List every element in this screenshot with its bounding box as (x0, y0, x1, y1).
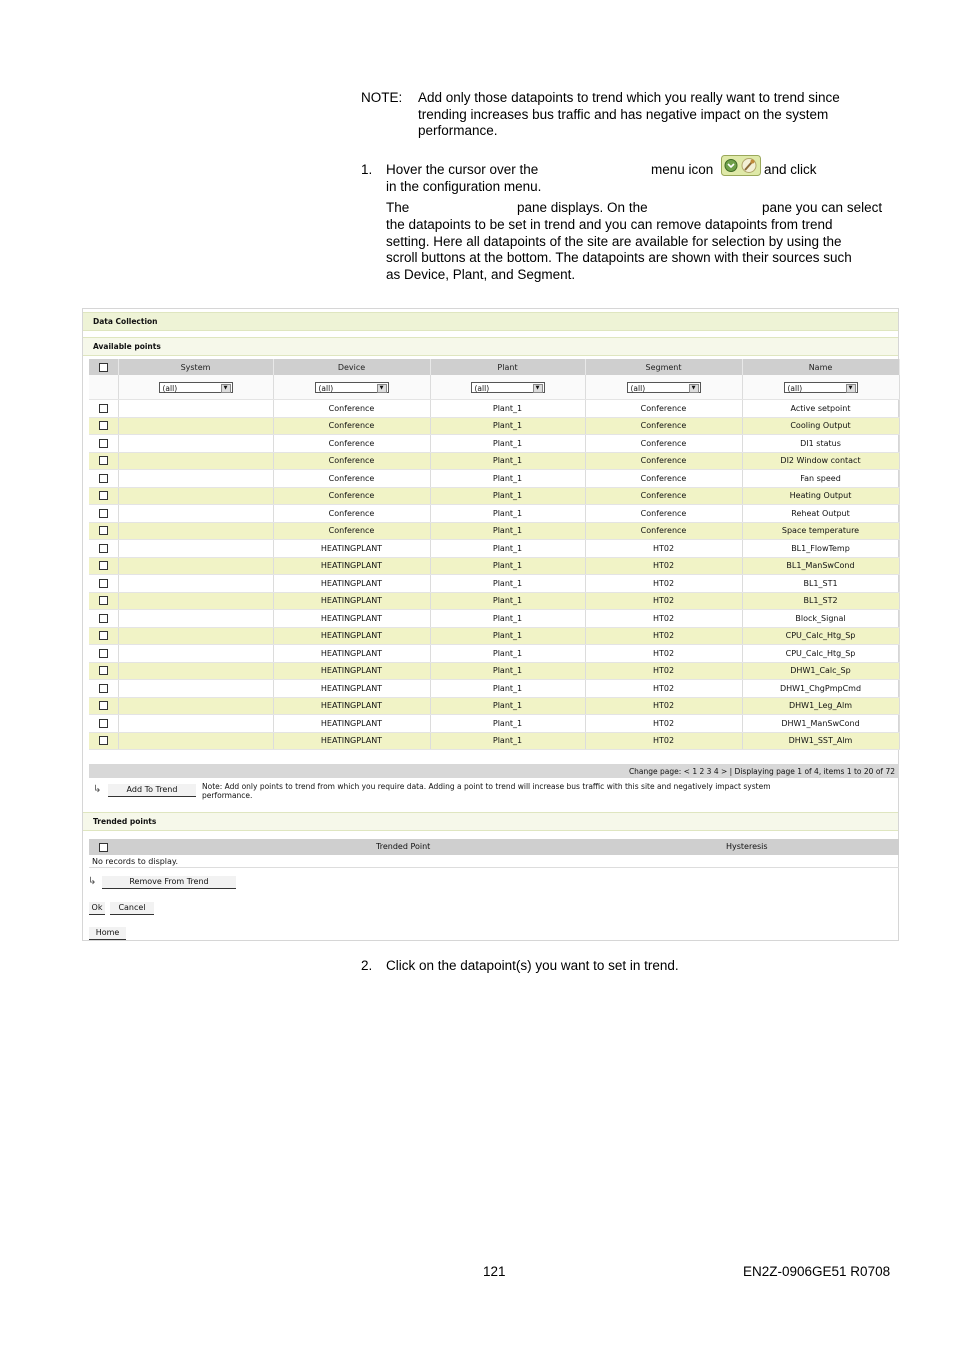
table-row[interactable] (89, 417, 899, 435)
trended-point-column[interactable]: Trended Point (376, 842, 431, 851)
note-line: performance. (418, 123, 498, 138)
step1-text-d: in the configuration menu. (386, 179, 542, 194)
cell-device: Conference (273, 470, 430, 488)
column-header-name[interactable]: Name (742, 359, 899, 375)
cell-segment: HT02 (585, 540, 742, 558)
cell-name: DHW1_SST_Alm (742, 732, 899, 750)
cell-segment: HT02 (585, 697, 742, 715)
cell-device: Conference (273, 417, 430, 435)
table-row[interactable] (89, 452, 899, 470)
row-checkbox[interactable] (89, 557, 118, 575)
trended-table-header (89, 839, 899, 855)
note-text (418, 90, 888, 140)
cell-plant: Plant_1 (430, 505, 585, 523)
table-row[interactable] (89, 400, 899, 418)
row-checkbox[interactable] (89, 452, 118, 470)
cell-segment: HT02 (585, 732, 742, 750)
cell-plant: Plant_1 (430, 627, 585, 645)
table-row[interactable] (89, 557, 899, 575)
step2-text: Click on the datapoint(s) you want to set in trend. (386, 958, 679, 973)
dropdown-arrow-icon: ▼ (846, 384, 856, 393)
step1-number: 1. (361, 162, 373, 177)
row-checkbox[interactable] (89, 715, 118, 733)
cell-name: DHW1_Leg_Alm (742, 697, 899, 715)
cell-device: HEATINGPLANT (273, 627, 430, 645)
cell-system (118, 645, 273, 663)
cell-segment: HT02 (585, 627, 742, 645)
step1-pane: pane displays. On the (517, 200, 648, 215)
table-row[interactable] (89, 610, 899, 628)
para-line: as Device, Plant, and Segment. (386, 266, 576, 282)
cell-plant: Plant_1 (430, 522, 585, 540)
ok-button[interactable]: Ok (89, 902, 105, 915)
cell-system (118, 610, 273, 628)
cell-name: Block_Signal (742, 610, 899, 628)
cell-segment: HT02 (585, 592, 742, 610)
cell-plant: Plant_1 (430, 610, 585, 628)
table-row[interactable] (89, 645, 899, 663)
trended-select-all-checkbox[interactable] (99, 843, 108, 852)
data-collection-screenshot (82, 308, 899, 941)
cell-plant: Plant_1 (430, 540, 585, 558)
trended-points-title: Trended points (93, 817, 157, 826)
step1-text-b: menu icon (651, 162, 714, 177)
cell-segment: Conference (585, 400, 742, 418)
cell-plant: Plant_1 (430, 470, 585, 488)
row-checkbox[interactable] (89, 732, 118, 750)
cell-device: HEATINGPLANT (273, 662, 430, 680)
cell-plant: Plant_1 (430, 452, 585, 470)
config-menu-icon (721, 155, 761, 176)
row-checkbox[interactable] (89, 540, 118, 558)
row-checkbox[interactable] (89, 592, 118, 610)
dropdown-arrow-icon: ▼ (221, 384, 231, 393)
cell-system (118, 522, 273, 540)
filter-name[interactable]: (all) ▼ (742, 375, 899, 400)
cell-system (118, 505, 273, 523)
cell-segment: HT02 (585, 680, 742, 698)
add-trend-note (202, 782, 892, 800)
cell-segment: Conference (585, 417, 742, 435)
cell-device: Conference (273, 452, 430, 470)
step1-text-c: and click (764, 162, 817, 177)
cell-system (118, 592, 273, 610)
cell-device: Conference (273, 435, 430, 453)
filter-spacer (89, 375, 118, 400)
para-line: scroll buttons at the bottom. The datapoints are shown with their sources such (386, 250, 852, 265)
cell-segment: Conference (585, 487, 742, 505)
cell-device: HEATINGPLANT (273, 645, 430, 663)
cell-plant: Plant_1 (430, 557, 585, 575)
table-row[interactable] (89, 592, 899, 610)
step1-the: The (386, 200, 410, 215)
cell-plant: Plant_1 (430, 697, 585, 715)
row-checkbox[interactable] (89, 610, 118, 628)
trended-points-header (83, 812, 898, 831)
table-row[interactable] (89, 487, 899, 505)
cell-system (118, 697, 273, 715)
cell-segment: HT02 (585, 575, 742, 593)
cell-name: Reheat Output (742, 505, 899, 523)
cell-device: HEATINGPLANT (273, 680, 430, 698)
table-row[interactable] (89, 627, 899, 645)
cell-device: HEATINGPLANT (273, 732, 430, 750)
cell-device: HEATINGPLANT (273, 592, 430, 610)
cell-system (118, 680, 273, 698)
row-arrow-icon: ↳ (93, 784, 102, 795)
cell-name: Fan speed (742, 470, 899, 488)
row-checkbox[interactable] (89, 645, 118, 663)
row-checkbox[interactable] (89, 680, 118, 698)
cell-name: DHW1_ChgPmpCmd (742, 680, 899, 698)
step1-pane2: pane you can select (762, 200, 883, 215)
hysteresis-column[interactable]: Hysteresis (726, 842, 768, 851)
para-line: the datapoints to be set in trend and you can remove datapoints from trend (386, 217, 833, 232)
cell-system (118, 400, 273, 418)
column-header-system[interactable]: System (118, 359, 273, 375)
table-row[interactable] (89, 435, 899, 453)
cell-device: HEATINGPLANT (273, 697, 430, 715)
filter-segment[interactable]: (all) ▼ (585, 375, 742, 400)
page-number: 121 (483, 1264, 506, 1279)
table-row[interactable] (89, 662, 899, 680)
cell-device: Conference (273, 487, 430, 505)
cell-plant: Plant_1 (430, 417, 585, 435)
available-points-header (83, 337, 898, 356)
cell-plant: Plant_1 (430, 435, 585, 453)
row-checkbox[interactable] (89, 400, 118, 418)
add-to-trend-button[interactable]: Add To Trend (108, 784, 196, 797)
cancel-button[interactable]: Cancel (110, 902, 154, 915)
note-label: NOTE: (361, 90, 403, 105)
note-line: trending increases bus traffic and has negative impact on the system (418, 106, 829, 122)
cell-device: HEATINGPLANT (273, 575, 430, 593)
note-line: Add only those datapoints to trend which you really want to trend since (418, 90, 840, 105)
para-line: setting. Here all datapoints of the site are available for selection by using the (386, 233, 842, 249)
cell-segment: Conference (585, 452, 742, 470)
data-collection-header (83, 312, 898, 331)
cell-system (118, 715, 273, 733)
step2-number: 2. (361, 958, 373, 973)
column-header-device[interactable]: Device (273, 359, 430, 375)
cell-system (118, 435, 273, 453)
cell-name: Cooling Output (742, 417, 899, 435)
cell-plant: Plant_1 (430, 645, 585, 663)
cell-name: CPU_Calc_Htg_Sp (742, 627, 899, 645)
document-code: EN2Z-0906GE51 R0708 (743, 1264, 891, 1279)
row-checkbox[interactable] (89, 487, 118, 505)
cell-name: BL1_ST1 (742, 575, 899, 593)
cell-name: BL1_FlowTemp (742, 540, 899, 558)
available-points-table (89, 359, 900, 750)
cell-device: HEATINGPLANT (273, 557, 430, 575)
add-trend-note-line: Note: Add only points to trend from which you require data. Adding a point to trend will increase bus traffic with this site and negatively impact system (202, 782, 771, 791)
row-arrow-icon: ↳ (88, 876, 97, 887)
home-button[interactable]: Home (89, 927, 126, 940)
cell-plant: Plant_1 (430, 680, 585, 698)
cell-name: DI1 status (742, 435, 899, 453)
cell-name: Space temperature (742, 522, 899, 540)
cell-segment: HT02 (585, 715, 742, 733)
cell-plant: Plant_1 (430, 715, 585, 733)
dropdown-arrow-icon: ▼ (689, 384, 699, 393)
cell-system (118, 557, 273, 575)
cell-name: Active setpoint (742, 400, 899, 418)
dropdown-arrow-icon: ▼ (377, 384, 387, 393)
cell-segment: Conference (585, 505, 742, 523)
data-collection-title: Data Collection (93, 317, 158, 326)
step1-text-a: Hover the cursor over the (386, 162, 539, 177)
row-checkbox[interactable] (89, 435, 118, 453)
cell-segment: HT02 (585, 610, 742, 628)
cell-segment: Conference (585, 435, 742, 453)
table-row[interactable] (89, 575, 899, 593)
cell-device: HEATINGPLANT (273, 715, 430, 733)
cell-name: CPU_Calc_Htg_Sp (742, 645, 899, 663)
row-checkbox[interactable] (89, 627, 118, 645)
remove-from-trend-button[interactable]: Remove From Trend (102, 876, 236, 889)
cell-segment: HT02 (585, 662, 742, 680)
cell-segment: HT02 (585, 557, 742, 575)
cell-device: Conference (273, 505, 430, 523)
cell-device: Conference (273, 522, 430, 540)
cell-name: DHW1_Calc_Sp (742, 662, 899, 680)
table-row[interactable] (89, 680, 899, 698)
cell-system (118, 417, 273, 435)
column-header-segment[interactable]: Segment (585, 359, 742, 375)
cell-device: HEATINGPLANT (273, 610, 430, 628)
cell-plant: Plant_1 (430, 662, 585, 680)
cell-plant: Plant_1 (430, 575, 585, 593)
table-row[interactable] (89, 732, 899, 750)
table-row[interactable] (89, 540, 899, 558)
row-checkbox[interactable] (89, 470, 118, 488)
cell-system (118, 575, 273, 593)
cell-system (118, 470, 273, 488)
add-trend-note-line: performance. (202, 791, 253, 800)
row-checkbox[interactable] (89, 522, 118, 540)
cell-segment: Conference (585, 522, 742, 540)
cell-name: DHW1_ManSwCond (742, 715, 899, 733)
row-checkbox[interactable] (89, 575, 118, 593)
table-header-row (89, 359, 899, 375)
dropdown-arrow-icon: ▼ (533, 384, 543, 393)
no-records-message: No records to display. (89, 855, 899, 868)
available-points-title: Available points (93, 342, 161, 351)
table-row[interactable] (89, 470, 899, 488)
filter-system[interactable]: (all) ▼ (118, 375, 273, 400)
cell-system (118, 662, 273, 680)
row-checkbox[interactable] (89, 417, 118, 435)
filter-plant[interactable]: (all) ▼ (430, 375, 585, 400)
cell-system (118, 732, 273, 750)
table-row[interactable] (89, 697, 899, 715)
filter-device[interactable]: (all) ▼ (273, 375, 430, 400)
select-all-checkbox[interactable] (89, 359, 118, 375)
row-checkbox[interactable] (89, 662, 118, 680)
cell-system (118, 540, 273, 558)
cell-device: HEATINGPLANT (273, 540, 430, 558)
cell-name: BL1_ST2 (742, 592, 899, 610)
cell-segment: Conference (585, 470, 742, 488)
cell-name: BL1_ManSwCond (742, 557, 899, 575)
row-checkbox[interactable] (89, 505, 118, 523)
cell-system (118, 487, 273, 505)
cell-segment: HT02 (585, 645, 742, 663)
step1-paragraph (386, 217, 898, 283)
cell-system (118, 452, 273, 470)
cell-plant: Plant_1 (430, 400, 585, 418)
cell-device: Conference (273, 400, 430, 418)
cell-plant: Plant_1 (430, 487, 585, 505)
cell-system (118, 627, 273, 645)
row-checkbox[interactable] (89, 697, 118, 715)
column-header-plant[interactable]: Plant (430, 359, 585, 375)
cell-plant: Plant_1 (430, 732, 585, 750)
table-row[interactable] (89, 715, 899, 733)
cell-name: DI2 Window contact (742, 452, 899, 470)
pager[interactable]: Change page: < 1 2 3 4 > | Displaying page 1 of 4, items 1 to 20 of 72 (89, 764, 899, 778)
cell-plant: Plant_1 (430, 592, 585, 610)
cell-name: Heating Output (742, 487, 899, 505)
table-row[interactable] (89, 522, 899, 540)
filter-row (89, 375, 899, 400)
table-row[interactable] (89, 505, 899, 523)
